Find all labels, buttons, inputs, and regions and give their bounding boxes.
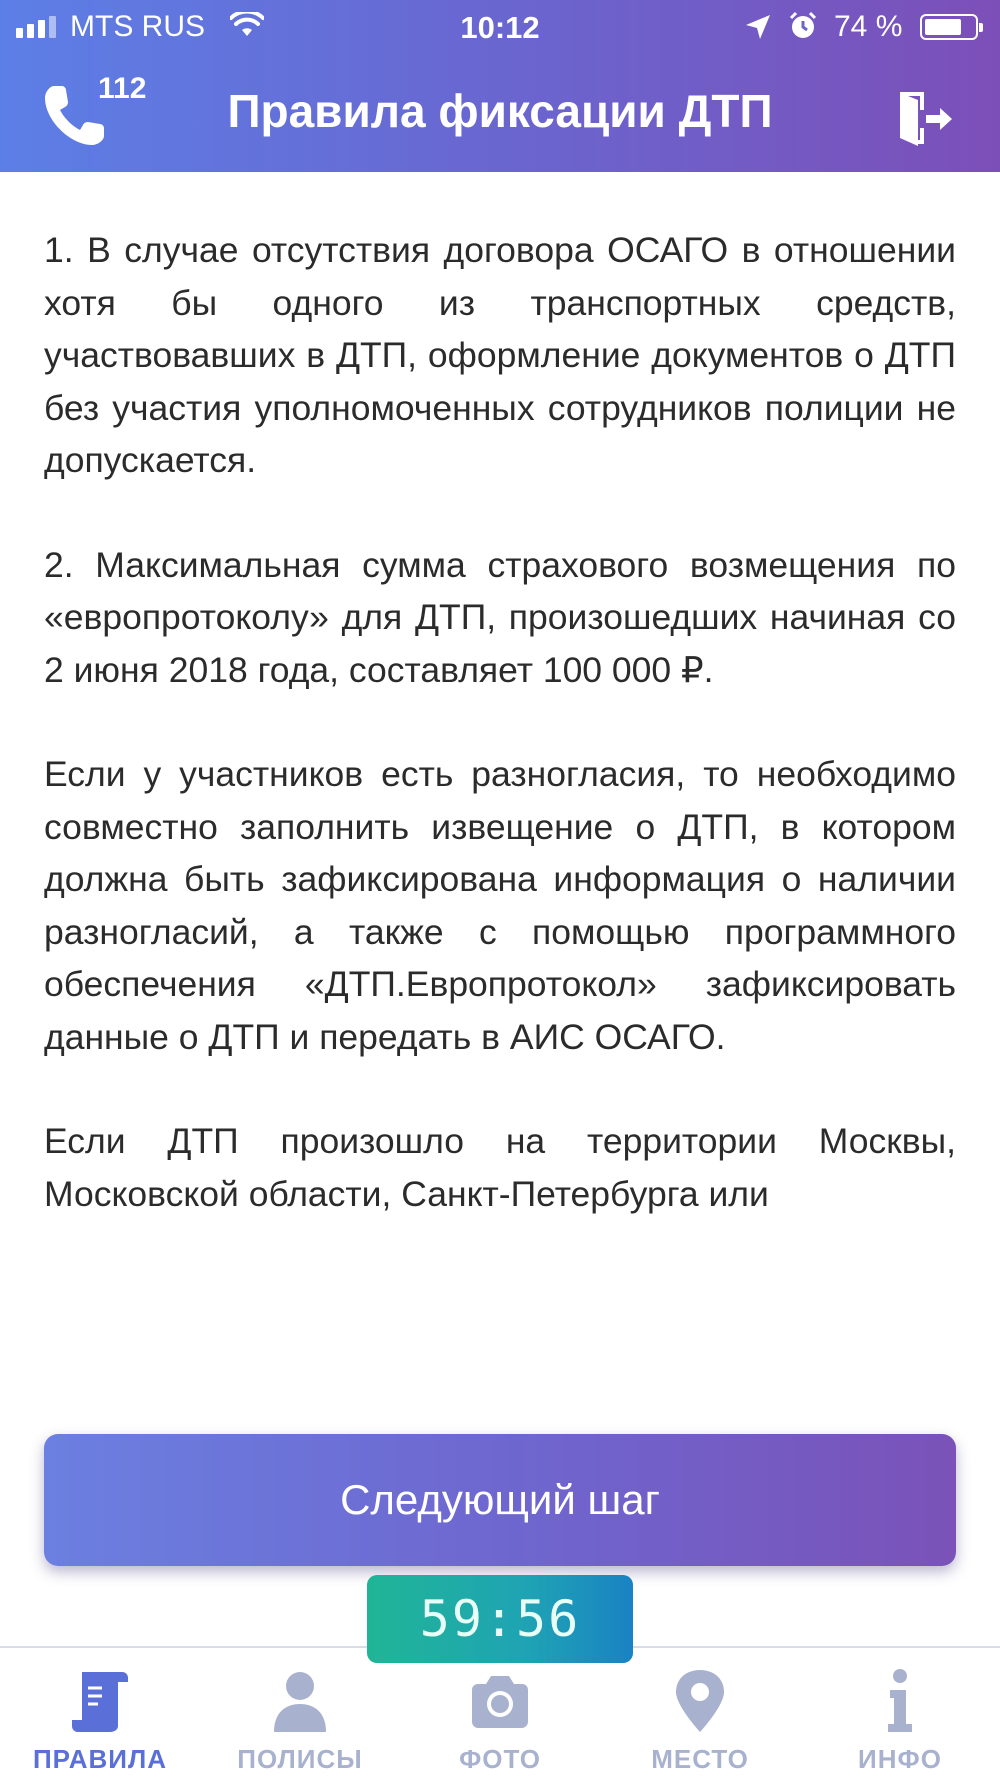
person-icon	[268, 1666, 332, 1736]
info-icon	[868, 1666, 932, 1736]
rule-paragraph-4: Если ДТП произошло на территории Москвы, Московской области, Санкт-Петербурга или	[44, 1121, 956, 1214]
status-bar	[0, 0, 1000, 54]
tab-info[interactable]	[800, 1648, 1000, 1780]
tab-rules[interactable]	[0, 1648, 200, 1780]
battery-icon	[920, 14, 978, 40]
status-time: 10:12	[460, 10, 540, 45]
tab-place-label: МЕСТО	[651, 1744, 749, 1774]
tab-bar	[0, 1646, 1000, 1780]
exit-icon	[896, 88, 956, 148]
document-scroll-icon	[68, 1666, 132, 1736]
tab-photo-label: ФОТО	[459, 1744, 541, 1774]
app-header	[0, 0, 1000, 172]
tab-rules-label: ПРАВИЛА	[32, 1744, 167, 1774]
location-arrow-icon	[744, 13, 772, 41]
carrier-name: MTS RUS	[70, 10, 205, 43]
map-pin-icon	[668, 1666, 732, 1736]
exit-button[interactable]	[896, 88, 956, 148]
tab-info-label: ИНФО	[858, 1744, 942, 1774]
battery-percent: 74 %	[834, 10, 903, 43]
tab-policies-label: ПОЛИСЫ	[237, 1744, 363, 1774]
session-timer: 59:56	[367, 1575, 633, 1663]
rule-paragraph-1: 1. В случае отсутствия договора ОСАГО в отношении хотя бы одного из транспортных средств, участвовавших в ДТП, оформление документов о ДТП без участия уполномоченных сотрудников полиции не допускается.	[44, 230, 956, 480]
tab-policies[interactable]	[200, 1648, 400, 1780]
rule-paragraph-3: Если у участников есть разногласия, то необходимо совместно заполнить извещение о ДТП, в котором должна быть зафиксирована информация о наличии разногласий, а также с помощью программного обеспечения «ДТП.Европротокол» зафиксировать данные о ДТП и передать в АИС ОСАГО.	[44, 754, 956, 1057]
alarm-clock-icon	[788, 11, 818, 41]
tab-photo[interactable]	[400, 1648, 600, 1780]
next-step-button[interactable]: Следующий шаг	[44, 1434, 956, 1566]
emergency-number: 112	[98, 72, 147, 105]
tab-place[interactable]	[600, 1648, 800, 1780]
page-title: Правила фиксации ДТП	[227, 85, 773, 137]
camera-icon	[468, 1666, 532, 1736]
rule-paragraph-2: 2. Максимальная сумма страхового возмещения по «европротоколу» для ДТП, произошедших начиная со 2 июня 2018 года, составляет 100 000 ₽.	[44, 544, 956, 690]
rules-text	[44, 224, 956, 1272]
